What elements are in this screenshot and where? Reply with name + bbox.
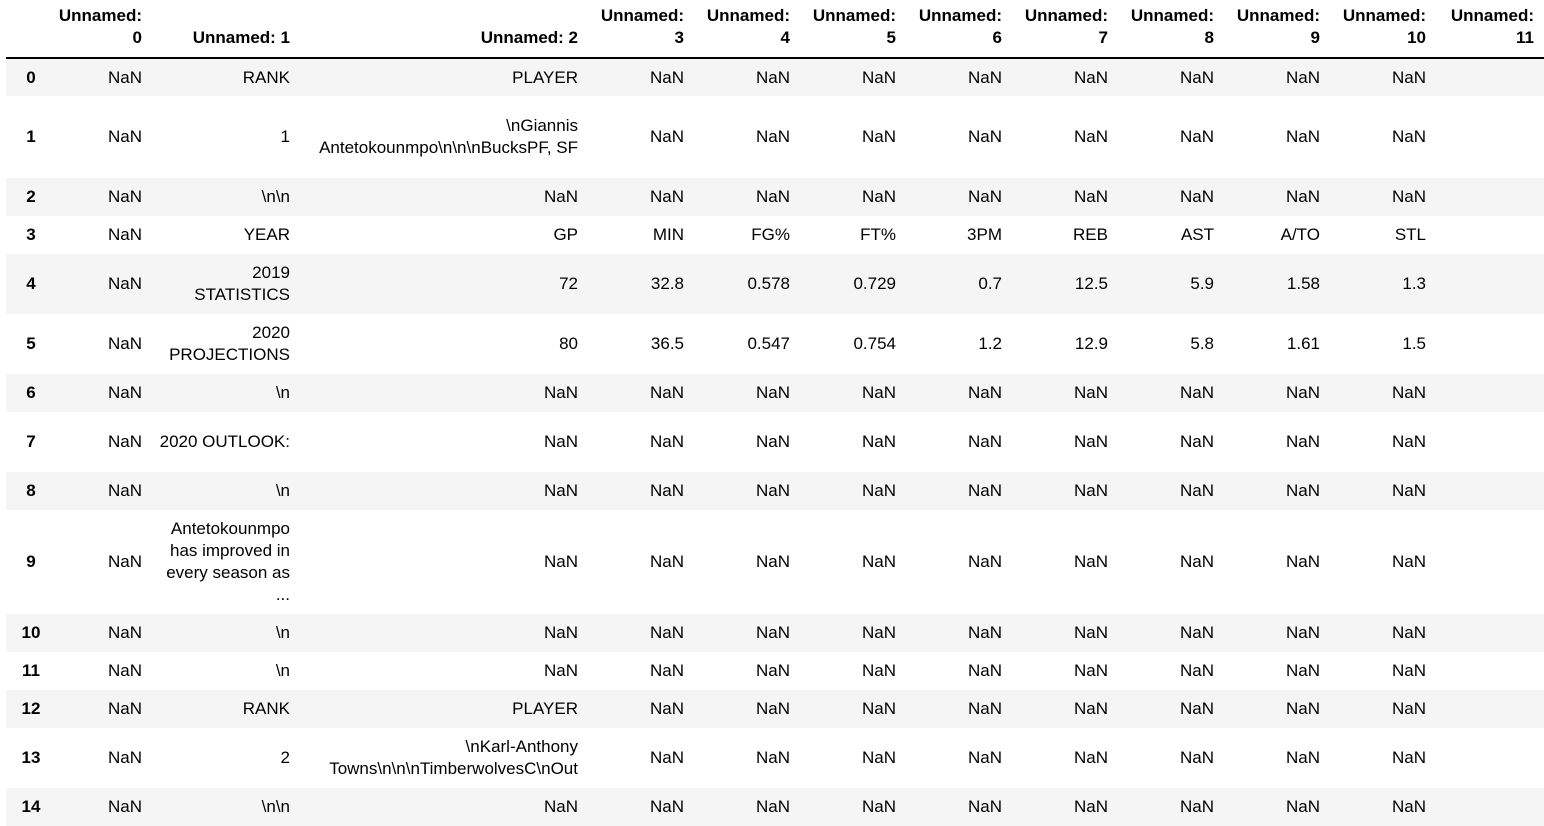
table-cell: NaN [543,383,578,402]
table-row [6,58,1544,96]
table-cell: 1.61 [1286,334,1320,353]
table-cell: NaN [1073,661,1108,680]
table-cell: NaN [543,797,578,816]
table-cell: NaN [1285,748,1320,767]
table-cell: NaN [755,432,790,451]
table-cell: NaN [967,481,1002,500]
table-cell: NaN [1179,187,1214,206]
table-cell: NaN [861,661,896,680]
table-cell: NaN [543,623,578,642]
table-cell: NaN [1073,67,1108,87]
dataframe-table [6,0,1544,826]
table-row [6,728,1544,788]
table-cell: STL [1394,225,1426,244]
row-index: 6 [26,383,36,402]
table-cell: NaN [1285,127,1320,146]
table-cell: 72 [559,274,578,293]
table-cell: 32.8 [650,274,684,293]
table-cell: NaN [1073,699,1108,718]
table-cell: NaN [967,127,1002,146]
table-cell [1436,254,1544,314]
table-row [6,96,1544,178]
row-index: 14 [21,797,41,816]
table-cell: 1.5 [1402,334,1426,353]
table-cell: NaN [755,481,790,500]
table-cell: NaN [543,432,578,451]
table-cell: NaN [861,127,896,146]
table-header [6,0,1544,58]
row-index: 0 [26,67,36,87]
table-cell [1436,178,1544,216]
table-cell: NaN [1391,748,1426,767]
table-cell: NaN [755,797,790,816]
table-cell: 2 [280,748,290,767]
row-index: 10 [21,623,41,642]
table-cell [1436,96,1544,178]
table-cell: 2019 STATISTICS [194,263,290,304]
table-cell: NaN [1391,383,1426,402]
table-cell: 12.5 [1074,274,1108,293]
column-header: Unnamed: 7 [1012,0,1118,58]
column-header: Unnamed: 2 [300,0,588,58]
table-cell: NaN [1285,661,1320,680]
table-row [6,652,1544,690]
table-cell: NaN [1391,432,1426,451]
table-cell: 5.9 [1190,274,1214,293]
table-cell: NaN [1179,552,1214,571]
column-header: Unnamed: 1 [152,0,300,58]
column-header: Unnamed: 11 [1436,0,1544,58]
table-cell: NaN [967,797,1002,816]
table-cell: NaN [1285,552,1320,571]
table-cell: A/TO [1280,225,1320,244]
table-cell: 1.58 [1286,274,1320,293]
row-index: 12 [21,699,41,718]
table-cell: NaN [1179,127,1214,146]
table-cell: NaN [1073,748,1108,767]
table-cell: NaN [1391,623,1426,642]
table-row [6,690,1544,728]
table-cell: 0.578 [747,274,790,293]
table-cell: NaN [1285,432,1320,451]
table-cell: NaN [543,481,578,500]
table-cell: NaN [1285,383,1320,402]
table-cell: NaN [649,127,684,146]
table-cell: NaN [1073,623,1108,642]
row-index: 9 [26,552,36,571]
table-cell: NaN [1391,661,1426,680]
table-cell: PLAYER [512,699,578,718]
table-cell: NaN [967,748,1002,767]
table-cell: NaN [1285,67,1320,87]
table-cell [1436,374,1544,412]
table-cell [1436,510,1544,614]
table-cell: NaN [1391,552,1426,571]
table-cell: NaN [861,699,896,718]
table-cell: 12.9 [1074,334,1108,353]
table-cell: NaN [649,748,684,767]
table-cell: REB [1073,225,1108,244]
table-cell [1436,652,1544,690]
table-cell: NaN [649,481,684,500]
table-cell: NaN [107,225,142,244]
table-cell: YEAR [243,225,290,244]
table-cell: \n\n [261,797,290,816]
table-cell: NaN [861,797,896,816]
table-cell: NaN [967,432,1002,451]
table-cell: NaN [1179,67,1214,87]
column-header: Unnamed: 5 [800,0,906,58]
column-header: Unnamed: 9 [1224,0,1330,58]
table-cell [1436,58,1544,96]
table-cell: FG% [751,225,790,244]
table-row [6,788,1544,826]
row-index: 4 [26,274,36,293]
table-cell: NaN [861,623,896,642]
column-header: Unnamed: 8 [1118,0,1224,58]
table-cell: NaN [861,67,896,87]
table-cell: NaN [1391,127,1426,146]
column-header: Unnamed: 0 [56,0,152,58]
table-cell: NaN [107,187,142,206]
table-cell: NaN [1073,187,1108,206]
table-cell: NaN [1073,432,1108,451]
table-cell: NaN [755,383,790,402]
table-cell: NaN [649,187,684,206]
table-cell: \n\n [261,187,290,206]
table-cell: 80 [559,334,578,353]
table-cell: 5.8 [1190,334,1214,353]
table-cell: NaN [1391,699,1426,718]
table-cell: NaN [1073,797,1108,816]
table-cell [1436,728,1544,788]
table-cell: NaN [649,623,684,642]
table-cell [1436,314,1544,374]
table-cell: NaN [967,187,1002,206]
table-cell: NaN [967,623,1002,642]
table-cell: 36.5 [650,334,684,353]
header-row [6,0,1544,58]
table-cell [1436,788,1544,826]
table-cell: NaN [1391,187,1426,206]
table-row [6,314,1544,374]
index-header [6,0,56,58]
table-cell: NaN [1073,552,1108,571]
table-cell: NaN [755,699,790,718]
table-cell: NaN [1179,661,1214,680]
table-cell: NaN [1285,797,1320,816]
table-cell: NaN [861,748,896,767]
table-cell: NaN [861,432,896,451]
table-cell: NaN [107,432,142,451]
table-cell: NaN [1073,127,1108,146]
table-cell: NaN [1073,383,1108,402]
table-cell [1436,216,1544,254]
table-cell: 3PM [967,225,1002,244]
table-cell [1436,614,1544,652]
table-cell: 2020 PROJECTIONS [169,323,290,364]
table-cell: NaN [861,552,896,571]
table-cell: NaN [107,383,142,402]
row-index: 11 [22,661,40,680]
table-cell: NaN [861,383,896,402]
table-cell: NaN [1285,699,1320,718]
row-index: 2 [26,187,36,206]
table-cell: NaN [1179,623,1214,642]
table-cell: NaN [967,67,1002,87]
table-cell: NaN [1391,67,1426,87]
table-cell: 1.3 [1402,274,1426,293]
table-cell: NaN [107,127,142,146]
table-cell: NaN [967,383,1002,402]
table-cell: NaN [107,699,142,718]
table-cell: NaN [107,552,142,571]
table-cell: GP [553,225,578,244]
table-body [6,58,1544,826]
table-row [6,412,1544,472]
column-header: Unnamed: 6 [906,0,1012,58]
table-cell: NaN [1179,699,1214,718]
table-row [6,216,1544,254]
table-row [6,374,1544,412]
table-cell: NaN [1179,748,1214,767]
row-index: 3 [26,225,36,244]
table-cell: NaN [107,661,142,680]
table-cell: NaN [649,383,684,402]
table-cell: \n [275,481,290,500]
table-cell: NaN [543,661,578,680]
table-cell: NaN [755,67,790,87]
table-cell: NaN [861,481,896,500]
table-cell: NaN [107,274,142,293]
table-cell: NaN [1073,481,1108,500]
table-cell: 2020 OUTLOOK: [159,432,290,451]
table-cell: 1.2 [978,334,1002,353]
table-cell: NaN [1179,383,1214,402]
table-cell: NaN [1391,797,1426,816]
table-cell: NaN [649,432,684,451]
table-cell: NaN [1285,187,1320,206]
table-cell: NaN [649,797,684,816]
table-cell: NaN [543,187,578,206]
column-header: Unnamed: 3 [588,0,694,58]
table-cell: PLAYER [512,67,578,87]
table-cell: NaN [755,552,790,571]
table-cell: NaN [1391,481,1426,500]
table-cell: \n [275,623,290,642]
row-index: 13 [21,748,41,767]
table-cell: 1 [280,127,290,146]
table-cell: \n [275,383,290,402]
table-cell: \nGiannis Antetokounmpo\n\n\nBucksPF, SF [319,116,578,157]
table-cell: NaN [755,623,790,642]
table-cell: \nKarl-Anthony Towns\n\n\nTimberwolvesC\nOut [329,737,578,778]
table-row [6,614,1544,652]
table-cell: NaN [755,187,790,206]
table-cell [1436,412,1544,472]
table-cell: FT% [860,225,896,244]
table-cell: \n [275,661,290,680]
table-cell: NaN [755,661,790,680]
table-cell: NaN [755,127,790,146]
table-cell: MIN [652,225,684,244]
column-header: Unnamed: 10 [1330,0,1436,58]
table-cell: NaN [1285,481,1320,500]
table-cell: NaN [1179,797,1214,816]
table-cell [1436,472,1544,510]
table-cell: 0.729 [853,274,896,293]
table-cell: Antetokounmpo has improved in every season as ... [166,519,290,604]
table-row [6,254,1544,314]
table-cell: NaN [649,661,684,680]
table-cell: NaN [107,481,142,500]
table-cell: 0.547 [747,334,790,353]
table-cell: NaN [861,187,896,206]
table-cell: NaN [967,552,1002,571]
dataframe-output [6,0,1534,822]
table-cell: NaN [649,699,684,718]
table-cell: RANK [242,699,290,718]
table-cell [1436,690,1544,728]
table-cell: NaN [967,699,1002,718]
table-row [6,510,1544,614]
table-cell: NaN [107,334,142,353]
table-cell: NaN [1285,623,1320,642]
table-cell: NaN [107,748,142,767]
table-cell: 0.754 [853,334,896,353]
table-cell: NaN [649,67,684,87]
table-cell: NaN [967,661,1002,680]
table-cell: NaN [107,797,142,816]
row-index: 8 [26,481,36,500]
row-index: 1 [26,127,36,146]
table-cell: RANK [242,67,290,87]
table-cell: NaN [649,552,684,571]
table-cell: NaN [107,623,142,642]
table-cell: NaN [1179,481,1214,500]
table-cell: AST [1180,225,1214,244]
table-cell: NaN [107,67,142,87]
table-row [6,472,1544,510]
table-row [6,178,1544,216]
row-index: 5 [26,334,36,353]
table-cell: NaN [1179,432,1214,451]
table-cell: NaN [543,552,578,571]
table-cell: 0.7 [978,274,1002,293]
table-cell: NaN [755,748,790,767]
row-index: 7 [26,432,36,451]
column-header: Unnamed: 4 [694,0,800,58]
